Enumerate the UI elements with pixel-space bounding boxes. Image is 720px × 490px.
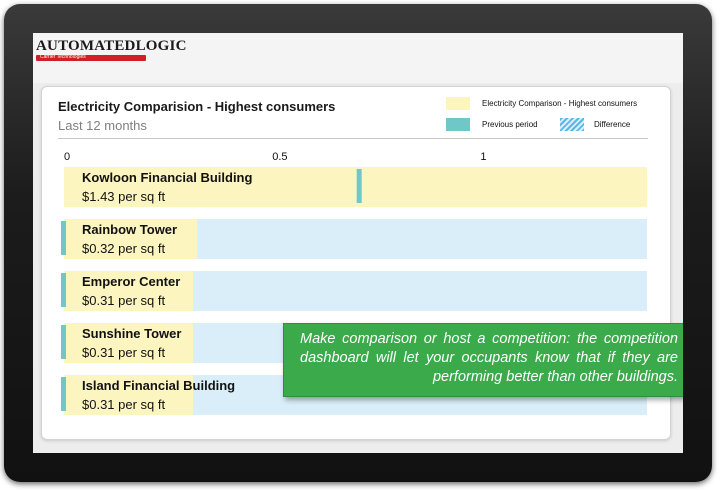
brand-tagline: Carrier Technologies: [40, 54, 86, 60]
legend-label-current: Electricity Comparison - Highest consumers: [482, 99, 638, 108]
legend-label-difference: Difference: [594, 120, 631, 129]
previous-period-marker: [61, 273, 66, 307]
bar-category-label: Rainbow Tower: [82, 222, 178, 237]
header-bar: [33, 33, 683, 83]
info-callout: Make comparison or host a competition: the competition dashboard will let your occupants know that if they are performing better than other buildings.: [283, 323, 683, 397]
bar-category-label: Sunshine Tower: [82, 326, 182, 341]
previous-period-marker: [61, 377, 66, 411]
legend-swatch-difference: [560, 118, 584, 131]
previous-period-marker: [61, 221, 66, 255]
bar-value-label: $0.32 per sq ft: [82, 241, 166, 256]
legend-swatch-previous: [446, 118, 470, 131]
x-tick-label: 0: [64, 151, 71, 163]
previous-period-marker: [357, 169, 362, 203]
bar-category-label: Kowloon Financial Building: [82, 170, 253, 185]
bar-value-label: $1.43 per sq ft: [82, 189, 166, 204]
brand-logo[interactable]: AUTOMATEDLOGIC: [36, 38, 187, 54]
chart-subtitle: Last 12 months: [58, 118, 147, 133]
x-tick-label: 1: [480, 151, 487, 163]
legend-swatch-current: [446, 97, 470, 110]
x-tick-label: 0.5: [272, 151, 288, 163]
bar-category-label: Island Financial Building: [82, 378, 236, 393]
bar-value-label: $0.31 per sq ft: [82, 397, 166, 412]
legend-label-previous: Previous period: [482, 120, 538, 129]
previous-period-marker: [61, 325, 66, 359]
bar-value-label: $0.31 per sq ft: [82, 345, 166, 360]
header-divider: [58, 138, 648, 139]
chart-title: Electricity Comparision - Highest consumers: [58, 99, 336, 114]
bar-value-label: $0.31 per sq ft: [82, 293, 166, 308]
dashboard-screen: [33, 33, 683, 453]
brand-tagline-bar: [36, 55, 146, 61]
bar-category-label: Emperor Center: [82, 274, 181, 289]
